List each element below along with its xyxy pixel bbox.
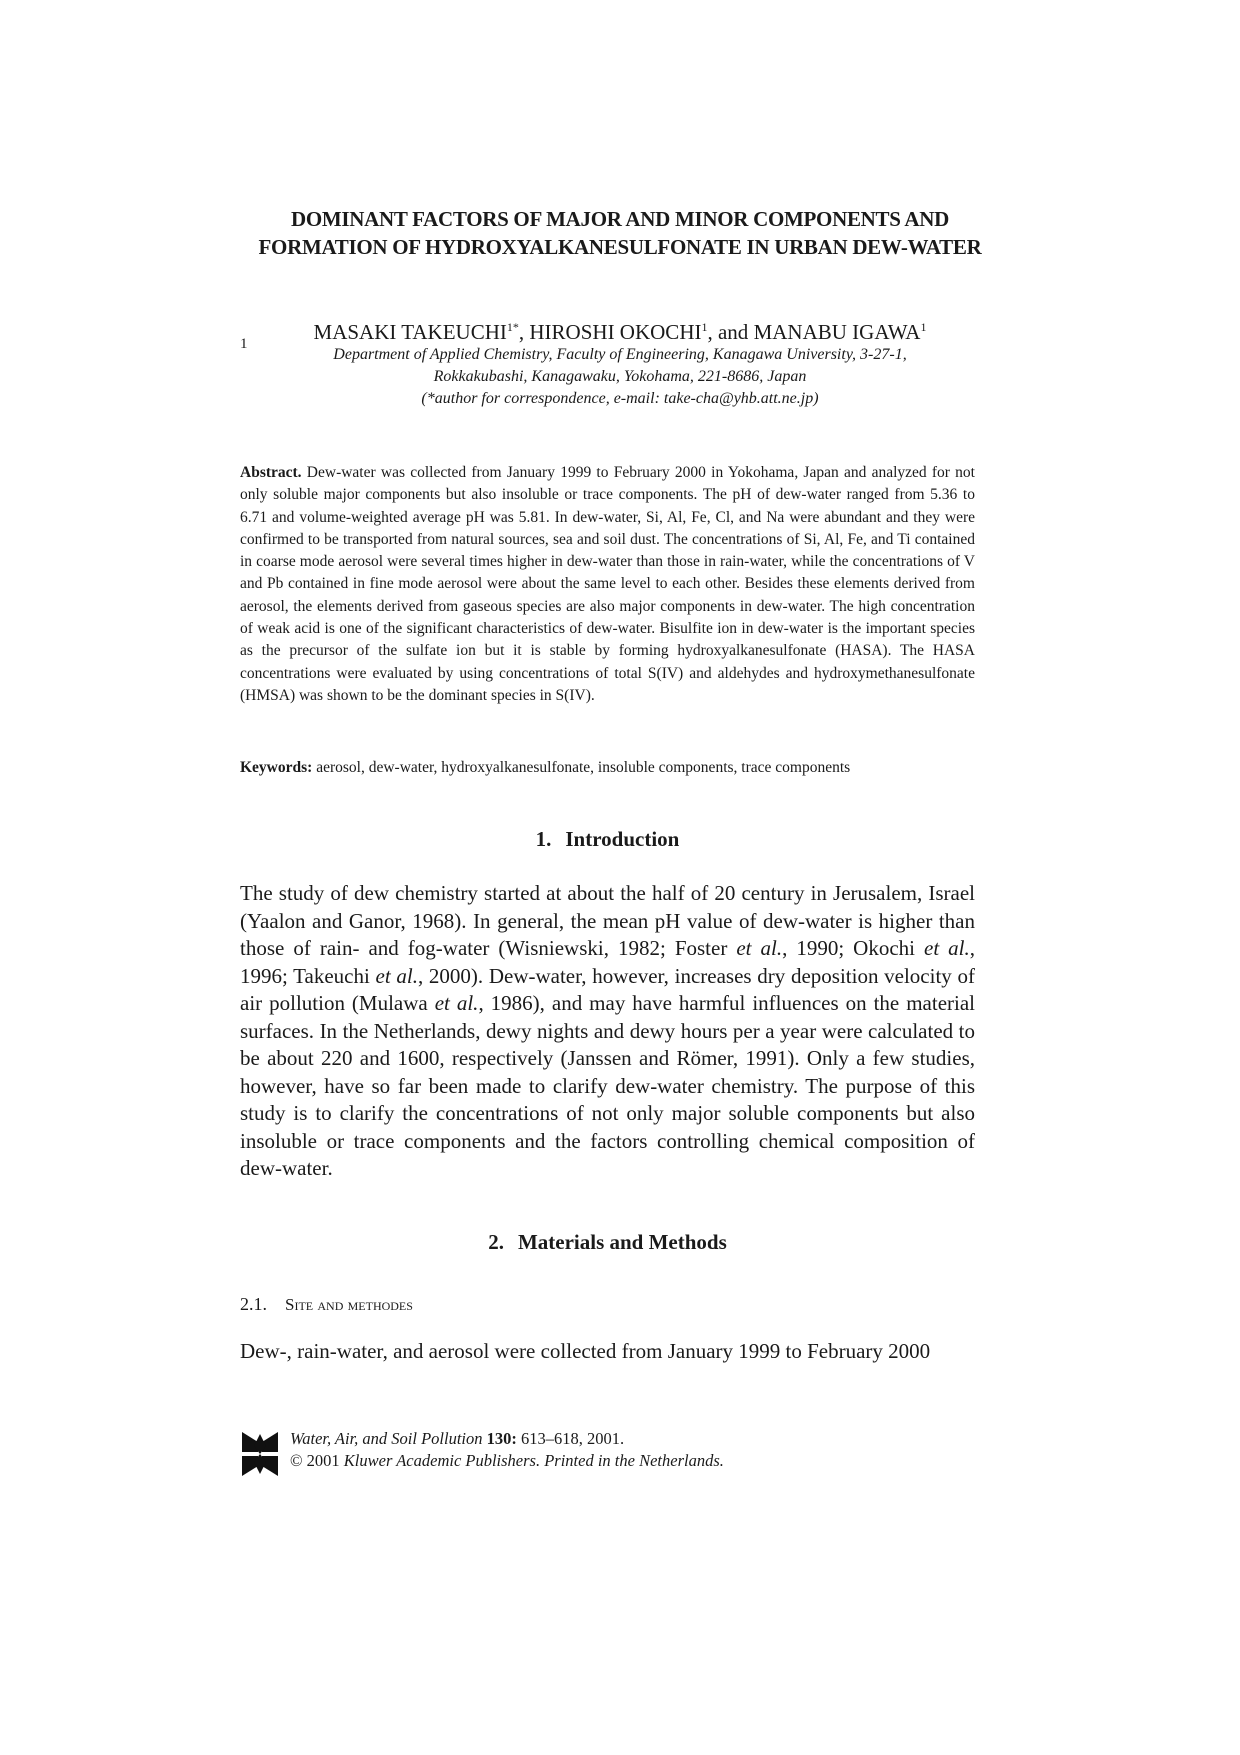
author-name: HIROSHI OKOCHI	[529, 320, 702, 344]
paragraph-text: , 1996; Takeuchi	[240, 936, 975, 988]
abstract-text: Dew-water was collected from January 1999 to February 2000 in Yokohama, Japan and analyzed for not only soluble major components but also insoluble or trace components. The pH of dew-water ranged from 5.36 to 6.71 and volume-weighted average pH was 5.81. In dew-water, Si, Al, Fe, Cl, and Na were abundant and they were confirmed to be transported from natural sources, sea and soil dust. The concentrations of Si, Al, Fe, and Ti contained in coarse mode aerosol were several times higher in dew-water than those in rain-water, while the concentrations of V and Pb contained in fine mode aerosol were about the same level to each other. Besides these elements derived from aerosol, the elements derived from gaseous species are also major components in dew-water. The high concentration of weak acid is one of the significant characteristics of dew-water. Bisulfite ion in dew-water is the important species as the precursor of the sulfate ion but it is stable by forming hydroxyalkanesulfonate (HASA). The HASA concentrations were evaluated by using concentrations of total S(IV) and aldehydes and hydroxymethanesulfonate (HMSA) was shown to be the dominant species in S(IV).	[240, 464, 975, 704]
copyright-line	[290, 1450, 724, 1472]
affiliation-block	[262, 344, 978, 410]
subsection-heading	[240, 1292, 413, 1317]
subsection-number: 2.1.	[240, 1294, 267, 1314]
author-line	[240, 314, 1000, 345]
paragraph-text: , 1986), and may have harmful influences on the material surfaces. In the Netherlands, dewy nights and dewy hours per a year were calculated to be about 220 and 1600, respectively (Janssen and Römer, 1991). Only a few studies, however, have so far been made to clarify dew-water chemistry. The purpose of this study is to clarify the concentrations of not only major soluble components but also insoluble or trace components and the factors controlling chemical composition of dew-water.	[240, 991, 975, 1180]
keywords-text: aerosol, dew-water, hydroxyalkanesulfonate, insoluble components, trace components	[312, 759, 851, 776]
copyright-symbol: © 2001	[290, 1451, 344, 1470]
abstract-label: Abstract.	[240, 464, 302, 481]
author-affiliation-mark: 1	[701, 320, 708, 334]
publisher-name: Kluwer Academic Publishers. Printed in the Netherlands.	[343, 1451, 724, 1470]
author-name: MASAKI TAKEUCHI	[313, 320, 507, 344]
citation-line	[290, 1428, 724, 1450]
paper-title: DOMINANT FACTORS OF MAJOR AND MINOR COMPONENTS AND FORMATION OF HYDROXYALKANESULFONATE IN URBAN DEW-WATER	[258, 207, 982, 259]
citation-etal: et al.	[924, 936, 970, 960]
paragraph-text: , 1990; Okochi	[782, 936, 924, 960]
footer-text	[290, 1428, 724, 1472]
section-number: 1.	[535, 827, 552, 851]
citation-etal: et al.	[434, 991, 479, 1015]
methods-paragraph: Dew-, rain-water, and aerosol were collected from January 1999 to February 2000	[240, 1339, 931, 1363]
section-title: Materials and Methods	[517, 1230, 727, 1254]
keywords-label: Keywords:	[240, 759, 313, 776]
journal-footer	[240, 1428, 940, 1488]
author-affiliation-mark: 1	[920, 320, 927, 334]
section-title: Introduction	[565, 827, 680, 851]
kluwer-logo-icon	[240, 1430, 280, 1478]
affiliation-line: Department of Applied Chemistry, Faculty of Engineering, Kanagawa University, 3-27-1,	[333, 346, 907, 363]
affiliation-marker: 1	[240, 336, 248, 352]
section-heading-introduction	[240, 826, 975, 852]
journal-name: Water, Air, and Soil Pollution	[290, 1429, 483, 1448]
paragraph-text: , 2000). Dew-water, however, increases dry deposition velocity of air pollution (Mulawa	[240, 963, 975, 1015]
section-heading-materials-methods	[240, 1229, 975, 1255]
section-number: 2.	[488, 1230, 504, 1254]
citation-etal: et al.	[736, 936, 783, 960]
citation-etal: et al.	[375, 963, 418, 988]
author-separator: ,	[518, 320, 530, 344]
affiliation-line: Rokkakubashi, Kanagawaku, Yokohama, 221-8686, Japan	[433, 368, 807, 385]
author-affiliation-mark: 1*	[506, 320, 519, 334]
subsection-title: Site and methodes	[285, 1295, 413, 1314]
volume-number: 130:	[486, 1429, 517, 1448]
keywords	[240, 757, 975, 779]
introduction-paragraph	[240, 880, 975, 1183]
author-name: MANABU IGAWA	[753, 320, 921, 344]
page-range: 613–618, 2001.	[516, 1429, 625, 1448]
abstract	[240, 462, 975, 707]
correspondence-line: (*author for correspondence, e-mail: take-cha@yhb.att.ne.jp)	[421, 390, 819, 407]
author-separator: , and	[707, 320, 754, 344]
paragraph-text: The study of dew chemistry started at about the half of 20 century in Jerusalem, Israel (Yaalon and Ganor, 1968). In general, the mean pH value of dew-water is higher than those of rain- and fog-water (Wisniewski, 1982; Foster	[240, 881, 975, 960]
